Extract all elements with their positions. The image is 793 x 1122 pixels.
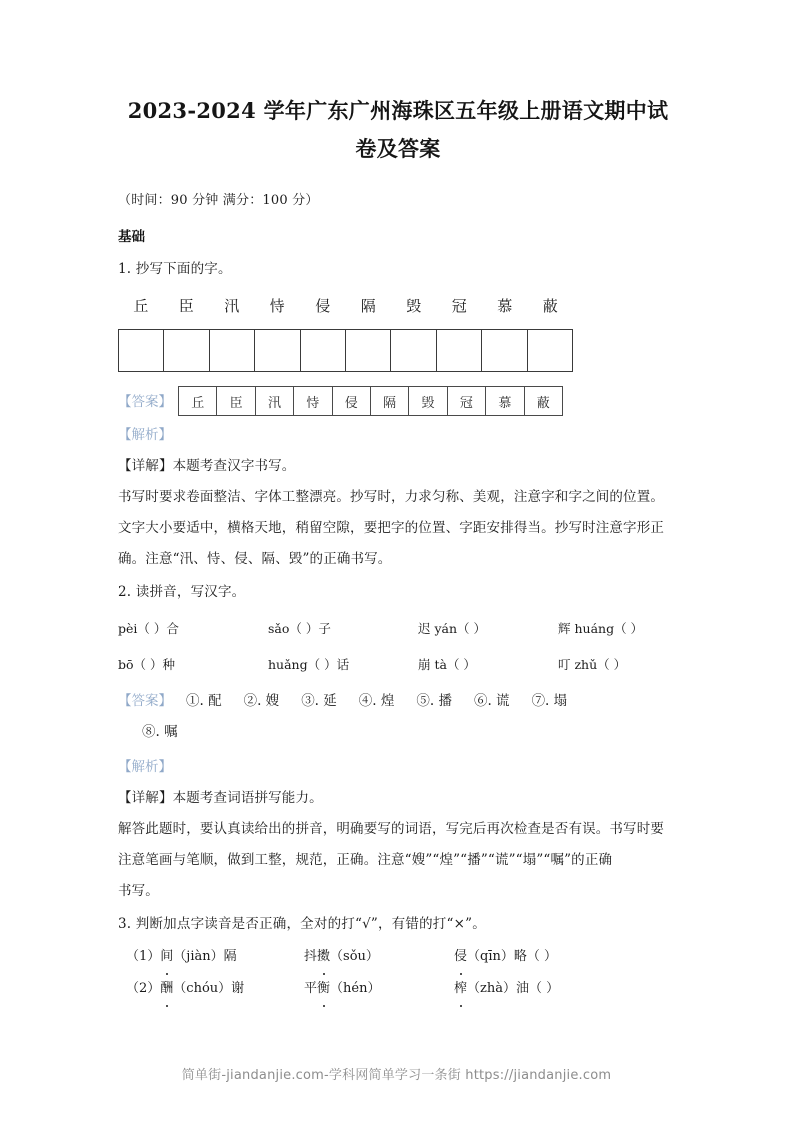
answer-tag: 【答案】 bbox=[118, 394, 172, 410]
answer-item: ④. 煌 bbox=[358, 693, 395, 709]
question-3-option-row-1 bbox=[118, 941, 678, 972]
answer-cell: 蔽 bbox=[524, 387, 562, 416]
character: 冠 bbox=[451, 297, 467, 315]
pinyin-blank[interactable]: 崩 tà（ ） bbox=[418, 657, 476, 672]
character: 恃 bbox=[269, 297, 285, 315]
answer-cell: 慕 bbox=[486, 387, 524, 416]
answer-cell: 汛 bbox=[255, 387, 293, 416]
question-2-detail: 【详解】本题考查词语拼写能力。 bbox=[118, 790, 323, 806]
question-2-answer-row bbox=[118, 686, 678, 748]
character: 丘 bbox=[133, 297, 149, 315]
dotted-character: 侵 bbox=[454, 941, 467, 972]
answer-item: ⑧. 嘱 bbox=[142, 724, 178, 740]
writing-grid-wrapper bbox=[118, 329, 573, 372]
character: 汛 bbox=[224, 297, 240, 315]
option-reading[interactable]: （qīn）略（ ） bbox=[467, 949, 558, 964]
document-content bbox=[118, 92, 678, 1004]
option-item-c bbox=[454, 973, 654, 1004]
character: 隔 bbox=[360, 297, 376, 315]
answer-cell: 丘 bbox=[179, 387, 217, 416]
answer-item: ②. 嫂 bbox=[243, 693, 280, 709]
table-row bbox=[119, 330, 573, 372]
question-1-analysis-line-3: 确。注意“汛、恃、侵、隔、毁”的正确书写。 bbox=[118, 551, 392, 567]
answer-cell: 毁 bbox=[409, 387, 447, 416]
writing-cell[interactable] bbox=[436, 330, 481, 372]
option-item-b bbox=[304, 973, 454, 1004]
answer-cell: 臣 bbox=[217, 387, 255, 416]
dotted-character: 间 bbox=[160, 941, 173, 972]
writing-cell[interactable] bbox=[164, 330, 209, 372]
answer-cell: 恃 bbox=[294, 387, 332, 416]
answer-cell: 隔 bbox=[370, 387, 408, 416]
dotted-character: 酬 bbox=[160, 973, 173, 1004]
question-1-character-row bbox=[118, 293, 573, 319]
question-3-prompt: 3. 判断加点字读音是否正确，全对的打“√”，有错的打“×”。 bbox=[118, 916, 486, 932]
question-1-prompt: 1. 抄写下面的字。 bbox=[118, 261, 232, 277]
option-item-c bbox=[454, 941, 654, 972]
answer-item: ⑥. 谎 bbox=[473, 693, 510, 709]
question-2-analysis-line-2: 注意笔画与笔顺，做到工整，规范，正确。注意“嫂”“煌”“播”“谎”“塌”“嘱”的正确 bbox=[118, 852, 613, 868]
question-3-option-row-2 bbox=[118, 973, 678, 1004]
option-prefix: 平 bbox=[304, 981, 318, 996]
writing-cell[interactable] bbox=[527, 330, 572, 372]
question-1-detail: 【详解】本题考查汉字书写。 bbox=[118, 458, 296, 474]
writing-cell[interactable] bbox=[255, 330, 300, 372]
writing-cell[interactable] bbox=[482, 330, 527, 372]
option-number: （2） bbox=[126, 981, 161, 996]
question-2-prompt: 2. 读拼音，写汉字。 bbox=[118, 584, 246, 600]
section-heading: 基础 bbox=[118, 229, 145, 245]
writing-cell[interactable] bbox=[119, 330, 164, 372]
answer-cell: 冠 bbox=[447, 387, 485, 416]
option-reading: （hén） bbox=[330, 981, 381, 996]
character: 慕 bbox=[497, 297, 513, 315]
answer-item: ①. 配 bbox=[186, 693, 222, 709]
option-reading: （jiàn）隔 bbox=[173, 949, 237, 964]
question-2-pinyin-row-1 bbox=[118, 614, 678, 644]
question-1-analysis-tag-line bbox=[118, 418, 678, 451]
pinyin-blank[interactable]: bō（ ）种 bbox=[118, 657, 176, 672]
dotted-character: 衡 bbox=[317, 973, 330, 1004]
writing-cell[interactable] bbox=[345, 330, 390, 372]
question-2-analysis-tag-line bbox=[118, 750, 678, 783]
answer-item: ③. 延 bbox=[301, 693, 337, 709]
character: 侵 bbox=[315, 297, 331, 315]
writing-grid[interactable] bbox=[118, 329, 573, 372]
character: 毁 bbox=[406, 297, 422, 315]
answer-item: ⑦. 塌 bbox=[531, 693, 568, 709]
question-1-answer-grid bbox=[178, 386, 563, 416]
question-2-analysis-line-1: 解答此题时，要认真读给出的拼音，明确要写的词语，写完后再次检查是否有误。书写时要 bbox=[118, 821, 664, 837]
answer-item: ⑤. 播 bbox=[416, 693, 452, 709]
dotted-character: 擞 bbox=[317, 941, 330, 972]
pinyin-blank[interactable]: 辉 huáng（ ） bbox=[558, 621, 644, 636]
question-1-analysis-line-2: 文字大小要适中，横格天地，稍留空隙，要把字的位置、字距安排得当。抄写时注意字形正 bbox=[118, 520, 664, 536]
option-item-a bbox=[126, 941, 304, 972]
writing-cell[interactable] bbox=[209, 330, 254, 372]
option-reading[interactable]: （zhà）油（ ） bbox=[467, 981, 560, 996]
writing-cell[interactable] bbox=[300, 330, 345, 372]
exam-meta: （时间：90 分钟 满分：100 分） bbox=[118, 193, 319, 208]
pinyin-blank[interactable]: 叮 zhǔ（ ） bbox=[558, 657, 627, 672]
option-reading: （sǒu） bbox=[330, 949, 379, 964]
question-2-analysis-line-3: 书写。 bbox=[118, 883, 159, 899]
character: 蔽 bbox=[542, 297, 558, 315]
page-footer: 简单街-jiandanjie.com-学科网简单学习一条街 https://jiandanjie.com bbox=[181, 1068, 612, 1083]
analysis-tag: 【解析】 bbox=[118, 759, 172, 775]
analysis-tag: 【解析】 bbox=[118, 427, 172, 443]
question-1-analysis-line-1: 书写时要求卷面整洁、字体工整漂亮。抄写时，力求匀称、美观，注意字和字之间的位置。 bbox=[118, 489, 664, 505]
pinyin-blank[interactable]: pèi（ ）合 bbox=[118, 621, 179, 636]
question-2-pinyin-row-2 bbox=[118, 650, 678, 680]
page-title: 2023-2024 学年广东广州海珠区五年级上册语文期中试卷及答案 bbox=[127, 98, 669, 161]
writing-cell[interactable] bbox=[391, 330, 436, 372]
option-prefix: 抖 bbox=[304, 949, 318, 964]
pinyin-blank[interactable]: sǎo（ ）子 bbox=[268, 621, 331, 636]
option-number: （1） bbox=[126, 949, 161, 964]
table-row bbox=[179, 387, 563, 416]
character: 臣 bbox=[178, 297, 194, 315]
option-item-a bbox=[126, 973, 304, 1004]
option-reading: （chóu）谢 bbox=[173, 981, 245, 996]
option-item-b bbox=[304, 941, 454, 972]
answer-cell: 侵 bbox=[332, 387, 370, 416]
pinyin-blank[interactable]: 迟 yán（ ） bbox=[418, 621, 487, 636]
dotted-character: 榨 bbox=[454, 973, 467, 1004]
question-1-answer-row bbox=[118, 386, 678, 416]
answer-tag: 【答案】 bbox=[118, 693, 172, 709]
pinyin-blank[interactable]: huǎng（ ）话 bbox=[268, 657, 350, 672]
